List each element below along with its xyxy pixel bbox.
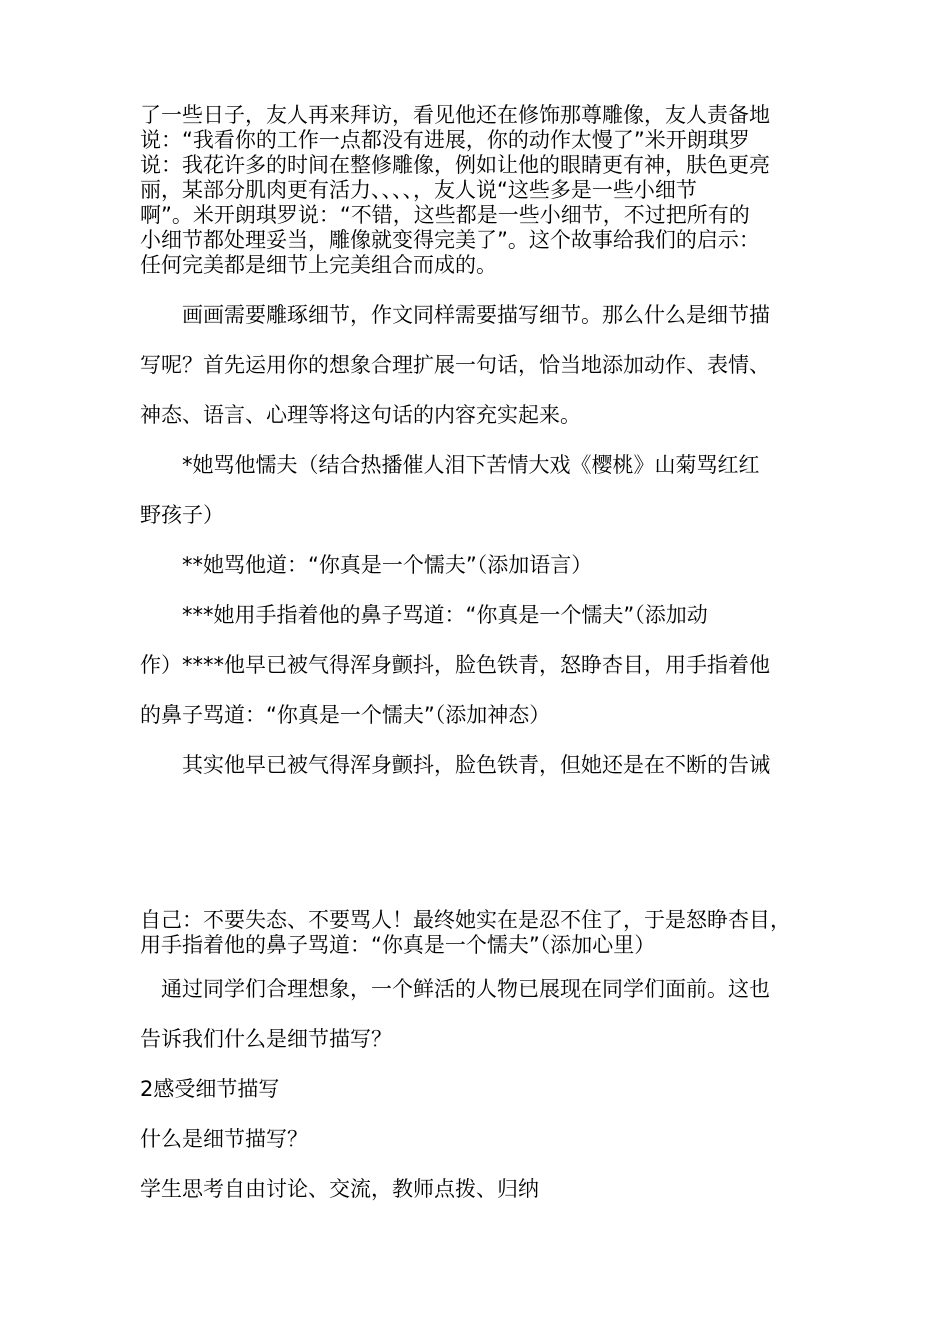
intro-line-3: 神态、语言、心理等将这句话的内容充实起来。 [140,403,581,427]
text-line: 丽，某部分肌肉更有活力、、、、，友人说“这些多是一些小细节 [140,178,697,202]
text-line: 小细节都处理妥当，雕像就变得完美了”。这个故事给我们的启示： [140,228,760,252]
text-line: 了一些日子，友人再来拜访，看见他还在修饰那尊雕像，友人责备地 [140,103,770,127]
text-line: 说：我花许多的时间在整修雕像，例如让他的眼睛更有神，肤色更亮 [140,153,770,177]
example-line-1: *她骂他懦夫（结合热播催人泪下苦情大戏《樱桃》山菊骂红红 [140,453,760,477]
text-line: 啊”。米开朗琪罗说：“不错，这些都是一些小细节，不过把所有的 [140,203,750,227]
text-line: 用手指着他的鼻子骂道：“你真是一个懦夫”（添加心里） [140,933,656,957]
example-line-4: ***她用手指着他的鼻子骂道：“你真是一个懦夫”（添加动 [140,603,708,627]
story-paragraph [140,103,830,278]
intro-line-1: 画画需要雕琢细节，作文同样需要描写细节。那么什么是细节描 [140,303,770,327]
question-text: 什么是细节描写？ [140,1127,308,1151]
example-line-2: 野孩子） [140,503,224,527]
summary-line-2: 告诉我们什么是细节描写？ [140,1027,392,1051]
section-heading: 2感受细节描写 [140,1077,280,1101]
continuation-paragraph [140,908,830,958]
intro-line-2: 写呢？首先运用你的想象合理扩展一句话，恰当地添加动作、表情、 [140,353,770,377]
example-line-3: **她骂他道：“你真是一个懦夫”（添加语言） [140,553,593,577]
activity-text: 学生思考自由讨论、交流，教师点拨、归纳 [140,1177,539,1201]
example-line-7: 其实他早已被气得浑身颤抖，脸色铁青，但她还是在不断的告诫 [140,753,770,777]
text-line: 说：“我看你的工作一点都没有进展，你的动作太慢了”米开朗琪罗 [140,128,750,152]
example-line-6: 的鼻子骂道：“你真是一个懦夫”（添加神态） [140,703,551,727]
text-line: 任何完美都是细节上完美组合而成的。 [140,253,497,277]
text-line: 自己：不要失态、不要骂人！最终她实在是忍不住了，于是怒睁杏目， [140,908,791,932]
example-line-5: 作）****他早已被气得浑身颤抖，脸色铁青，怒睁杏目，用手指着他 [140,653,770,677]
summary-line-1: 通过同学们合理想象，一个鲜活的人物已展现在同学们面前。这也 [140,977,770,1001]
